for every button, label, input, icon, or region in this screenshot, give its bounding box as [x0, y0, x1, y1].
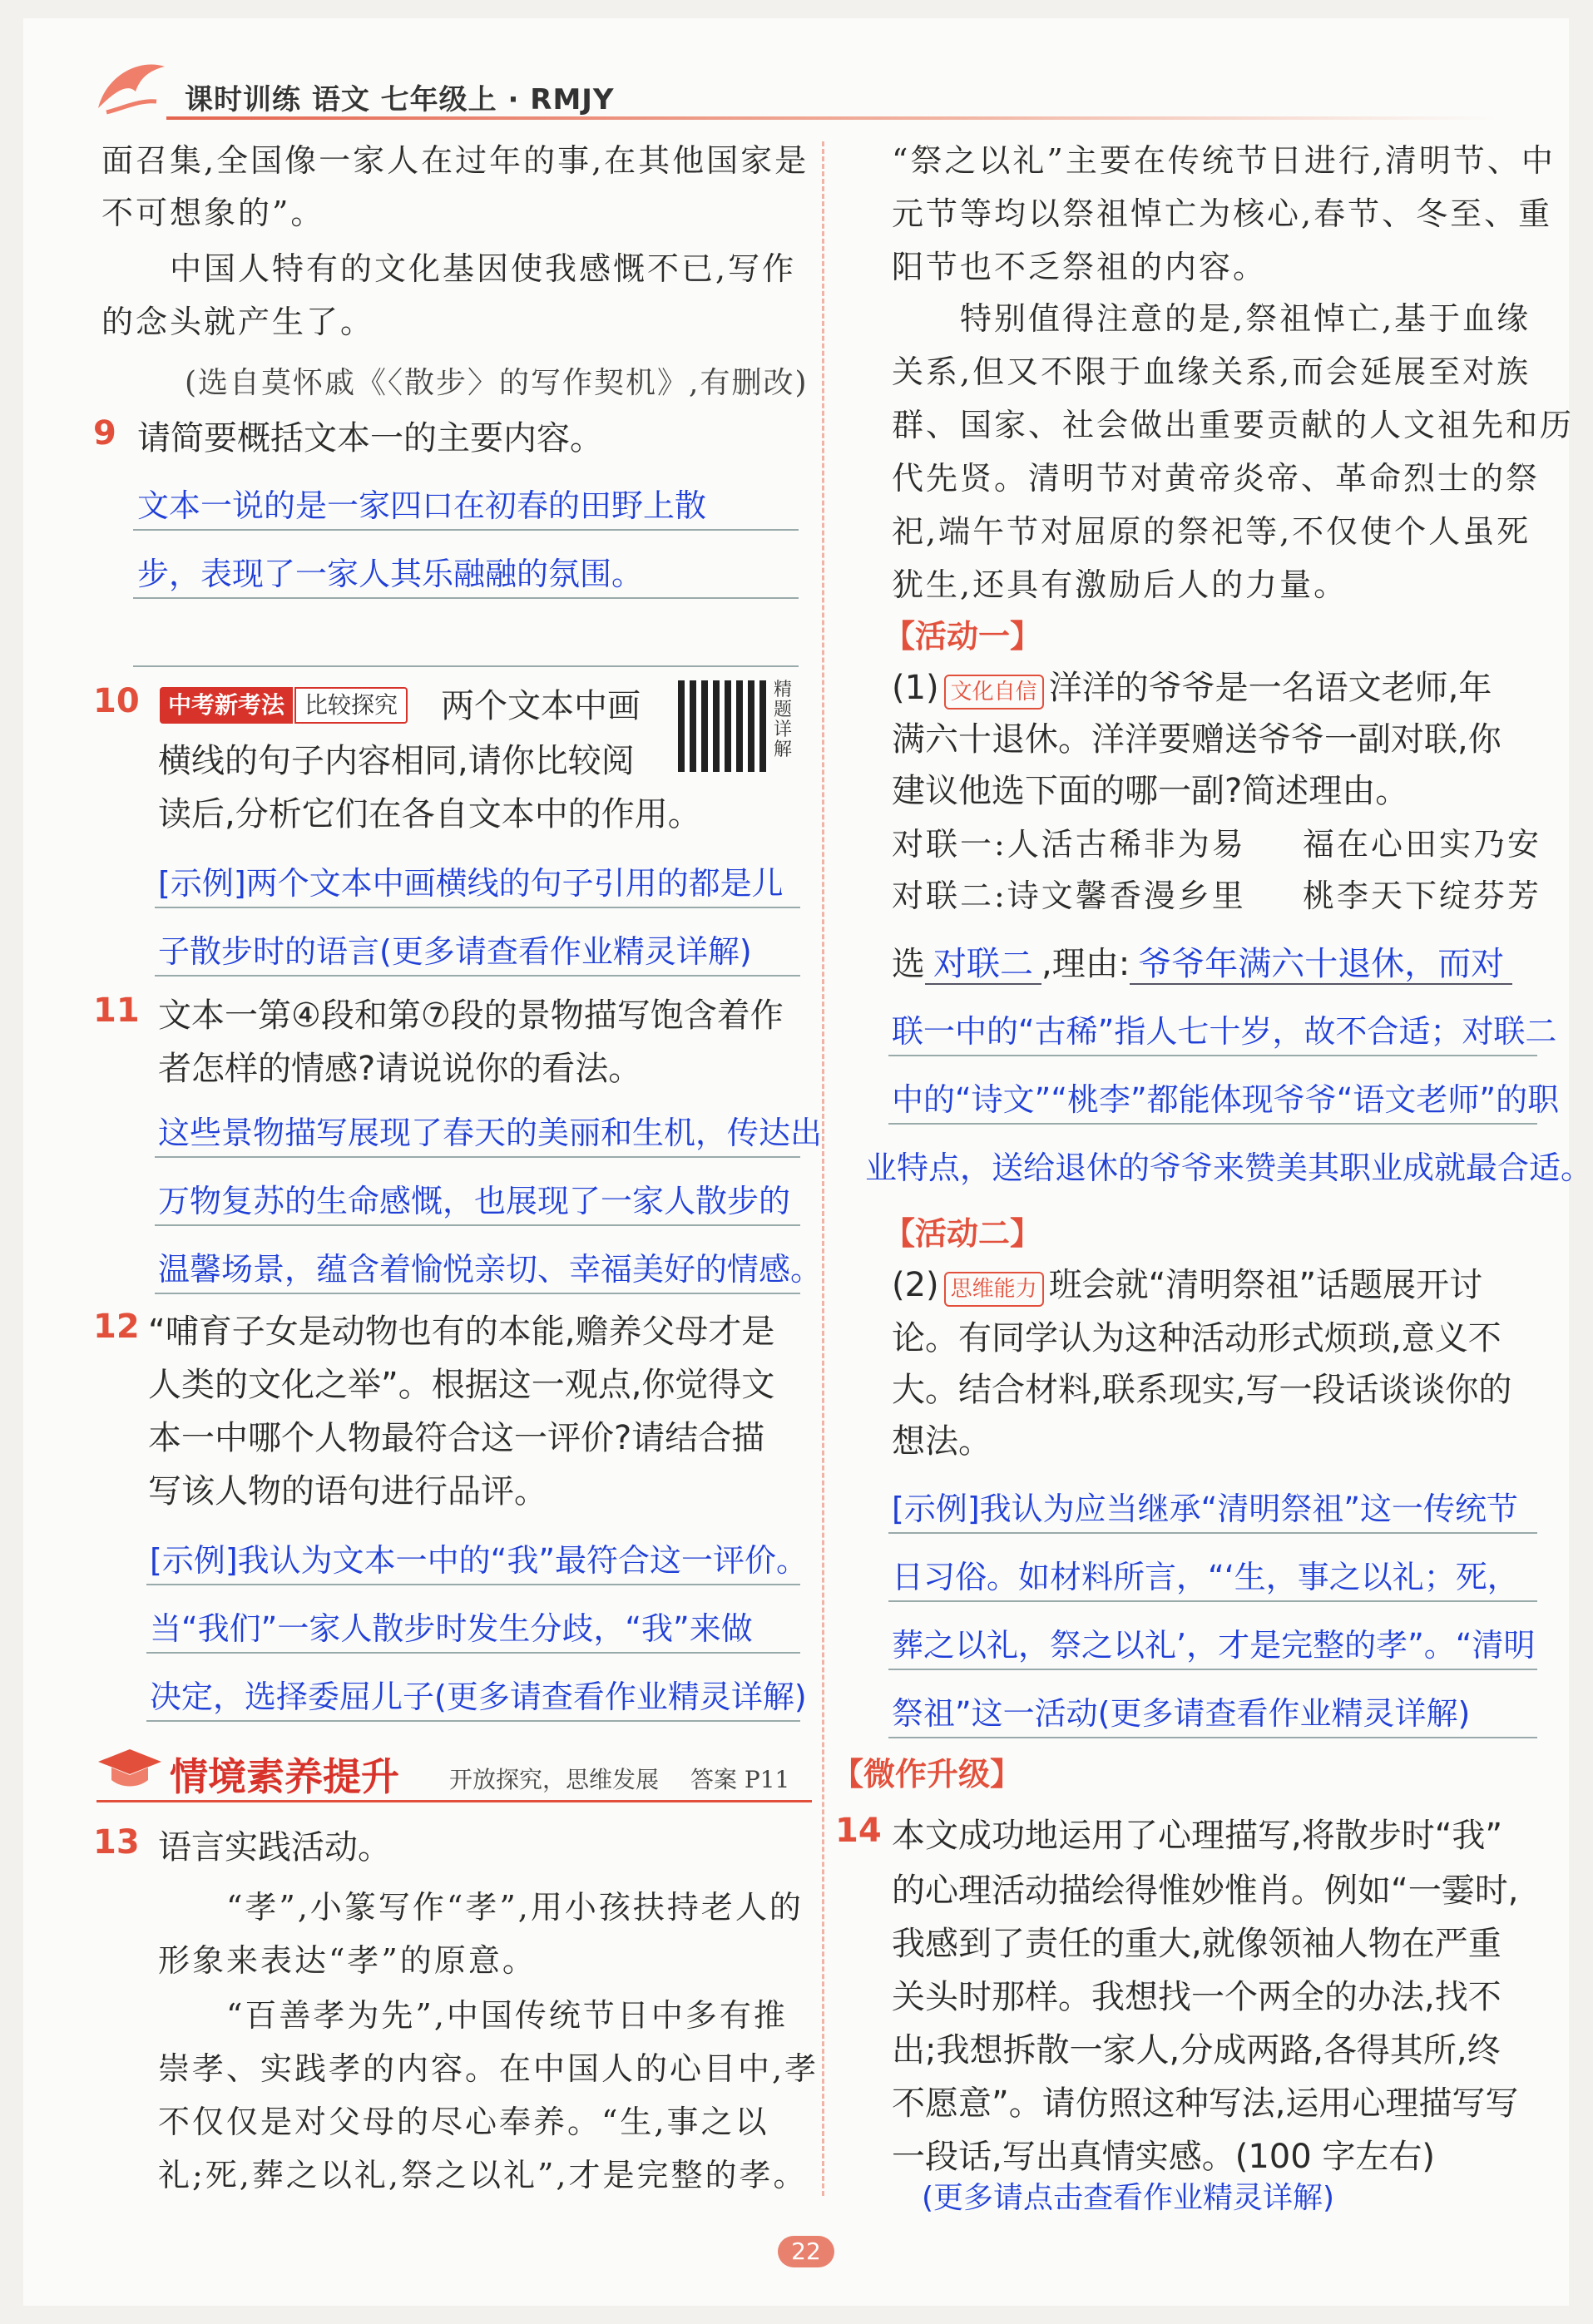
question-text: 建议他选下面的哪一副?简述理由。	[892, 772, 1409, 810]
paragraph-line: 关系,但又不限于血缘关系,而会延展至对族	[892, 354, 1531, 390]
graduation-cap-icon	[96, 1745, 163, 1795]
question-text: 者怎样的情感?请说说你的看法。	[158, 1050, 642, 1088]
question-text: 一段话,写出真情实感。(100 字左右)	[892, 2138, 1435, 2176]
reason-prefix: ,理由:	[1041, 945, 1130, 983]
answer-underline	[888, 1600, 1537, 1602]
question-text: 本一中哪个人物最符合这一评价?请结合描	[148, 1419, 765, 1457]
question-number: (2)	[892, 1266, 939, 1304]
answer-line: 联一中的“古稀”指人七十岁，故不合适；对联二	[892, 1013, 1557, 1050]
answer-line: 中的“诗文”“桃李”都能体现爷爷“语文老师”的职	[892, 1081, 1560, 1118]
paragraph-line: 元节等均以祭祖悼亡为核心,春节、冬至、重	[892, 195, 1553, 232]
couplet-two-left: 对联二:诗文馨香漫乡里	[892, 878, 1246, 914]
answer-line: [示例]我认为应当继承“清明祭祖”这一传统节	[892, 1491, 1519, 1527]
paragraph-line: 不仅仅是对父母的尽心奉养。“生,事之以	[158, 2104, 769, 2140]
paragraph-line: 犹生,还具有激励后人的力量。	[892, 566, 1348, 603]
badge-thinking-ability: 思维能力	[944, 1272, 1044, 1307]
answer-underline	[888, 1532, 1537, 1534]
answer-line: [示例]我认为文本一中的“我”最符合这一评价。	[150, 1542, 809, 1579]
section-subtitle: 开放探究，思维发展	[449, 1766, 660, 1793]
question-text: “哺育子女是动物也有的本能,赡养父母才是	[148, 1313, 775, 1351]
section-title: 情境素养提升	[170, 1754, 399, 1799]
paragraph-line: “祭之以礼”主要在传统节日进行,清明节、中	[892, 142, 1556, 179]
question-text: 洋洋的爷爷是一名语文老师,年	[1048, 669, 1492, 707]
paragraph-line: 特别值得注意的是,祭祖悼亡,基于血缘	[892, 300, 1531, 337]
question-text: 读后,分析它们在各自文本中的作用。	[158, 795, 701, 833]
select-prefix: 选	[892, 945, 925, 983]
couplet-one-right: 福在心田实乃安	[1303, 826, 1542, 863]
answer-underline	[155, 1293, 800, 1294]
answer-line: [示例]两个文本中画横线的句子引用的都是儿	[158, 865, 784, 902]
answer-underline	[888, 1669, 1537, 1670]
couplet-two-right: 桃李天下绽芬芳	[1303, 878, 1542, 914]
answer-line: 这些景物描写展现了春天的美丽和生机，传达出	[158, 1115, 823, 1151]
question-text: 不愿意”。请仿照这种写法,运用心理描写写	[892, 2084, 1519, 2123]
question-number: 10	[93, 682, 140, 720]
answer-underline	[133, 665, 799, 667]
question-text: 班会就“清明祭祖”话题展开讨	[1048, 1266, 1483, 1304]
question-number: 14	[835, 1812, 882, 1850]
couplet-one-left: 对联一:人活古稀非为易	[892, 826, 1246, 863]
paragraph-line: 崇孝、实践孝的内容。在中国人的心目中,孝	[158, 2050, 819, 2087]
answer-underline	[888, 1055, 1537, 1056]
answer-reference: 答案 P11	[690, 1766, 790, 1793]
badge-cultural-confidence: 文化自信	[944, 675, 1044, 710]
question-text: 语言实践活动。	[158, 1828, 391, 1867]
column-divider	[822, 141, 824, 2196]
question-text: 人类的文化之举”。根据这一观点,你觉得文	[148, 1366, 775, 1404]
answer-line: 文本一说的是一家四口在初春的田野上散	[137, 487, 707, 524]
answer-line: 子散步时的语言(更多请查看作业精灵详解)	[158, 933, 752, 970]
paragraph-line: 形象来表达“孝”的原意。	[158, 1942, 537, 1979]
section-rule	[96, 1800, 812, 1802]
question-text: 关头时那样。我想找一个两全的办法,找不	[892, 1978, 1501, 2016]
paragraph-line: “百善孝为先”,中国传统节日中多有推	[158, 1997, 788, 2034]
question-text: 文本一第④段和第⑦段的景物描写饱含着作	[158, 996, 784, 1035]
question-number: (1)	[892, 669, 939, 707]
question-text: 两个文本中画	[441, 687, 641, 725]
answer-line: 葬之以礼，祭之以礼’，才是完整的孝”。“清明	[892, 1627, 1536, 1664]
question-number: 11	[93, 991, 140, 1030]
answer-underline	[888, 1123, 1537, 1125]
question-text: 的心理活动描绘得惟妙惟肖。例如“一霎时,	[892, 1872, 1519, 1910]
answer-underline	[155, 907, 800, 908]
paragraph-line: 群、国家、社会做出重要贡献的人文祖先和历	[892, 407, 1575, 443]
answer-line: 日习俗。如材料所言，“‘生，事之以礼；死，	[892, 1559, 1519, 1595]
page-number: 22	[778, 2236, 834, 2267]
intro-line: 面召集,全国像一家人在过年的事,在其他国家是	[101, 142, 809, 179]
paragraph-line: “孝”,小篆写作“孝”,用小孩扶持老人的	[158, 1889, 804, 1926]
answer-underline	[133, 597, 799, 599]
paragraph-line: 祀,端午节对屈原的祭祀等,不仅使个人虽死	[892, 513, 1531, 550]
activity-two-label: 【活动二】	[883, 1215, 1042, 1252]
paragraph-line: 代先贤。清明节对黄帝炎帝、革命烈士的祭	[892, 460, 1541, 497]
qr-label: 精题详解	[774, 680, 793, 760]
tag-new-exam: 中考新考法	[160, 687, 293, 724]
tag-compare: 比较探究	[294, 687, 408, 724]
question-text: 满六十退休。洋洋要赠送爷爷一副对联,你	[892, 720, 1501, 759]
answer-line: 步，表现了一家人其乐融融的氛围。	[137, 556, 644, 592]
answer-underline	[146, 1584, 800, 1585]
question-text: 出;我想拆散一家人,分成两路,各得其所,终	[892, 2031, 1501, 2069]
question-text: 我感到了责任的重大,就像领袖人物在严重	[892, 1925, 1501, 1963]
question-number: 9	[93, 414, 116, 452]
activity-one-label: 【活动一】	[883, 618, 1042, 655]
answer-underline	[155, 1224, 800, 1226]
answer-line: 决定，选择委屈儿子(更多请查看作业精灵详解)	[150, 1679, 807, 1715]
answer-line: 当“我们”一家人散步时发生分歧，“我”来做	[150, 1610, 753, 1647]
header-rule	[166, 116, 1497, 120]
paragraph-line: 阳节也不乏祭祖的内容。	[892, 249, 1268, 285]
intro-line: 不可想象的”。	[101, 195, 325, 231]
source-citation: (选自莫怀戚《〈散步〉的写作契机》,有删改)	[185, 366, 809, 400]
reason-answer-start: 爷爷年满六十退休，而对	[1130, 945, 1512, 985]
answer-underline	[146, 1720, 800, 1722]
dolphin-logo-icon	[90, 50, 173, 125]
more-details-link[interactable]: (更多请点击查看作业精灵详解)	[922, 2181, 1335, 2215]
micro-writing-label: 【微作升级】	[832, 1756, 1022, 1792]
question-text: 想法。	[892, 1422, 992, 1461]
answer-underline	[155, 1156, 800, 1158]
activity-question	[892, 662, 1492, 714]
question-text: 论。有同学认为这种活动形式烦琐,意义不	[892, 1319, 1501, 1357]
activity-question	[892, 1259, 1482, 1311]
answer-line: 业特点，送给退休的爷爷来赞美其职业成就最合适。	[865, 1150, 1593, 1186]
question-number: 12	[93, 1308, 140, 1346]
answer-underline	[133, 529, 799, 531]
intro-line: 中国人特有的文化基因使我感慨不已,写作	[101, 250, 797, 287]
answer-line: 祭祖”这一活动(更多请查看作业精灵详解)	[892, 1695, 1471, 1732]
header-title: 课时训练 语文 七年级上 · RMJY	[185, 83, 615, 116]
qr-code-icon[interactable]	[678, 680, 769, 772]
answer-underline	[146, 1652, 800, 1654]
question-text: 请简要概括文本一的主要内容。	[137, 419, 603, 457]
selection-line	[892, 938, 1512, 990]
answer-line: 万物复苏的生命感慨，也展现了一家人散步的	[158, 1183, 791, 1219]
paragraph-line: 礼;死,葬之以礼,祭之以礼”,才是完整的孝。	[158, 2157, 808, 2193]
answer-underline	[888, 1737, 1537, 1738]
question-text: 写该人物的语句进行品评。	[148, 1472, 547, 1511]
selected-couplet: 对联二	[925, 945, 1041, 985]
intro-line: 的念头就产生了。	[101, 304, 375, 340]
question-text: 本文成功地运用了心理描写,将散步时“我”	[892, 1817, 1503, 1855]
answer-line: 温馨场景，蕴含着愉悦亲切、幸福美好的情感。	[158, 1251, 823, 1288]
question-text: 大。结合材料,联系现实,写一段话谈谈你的	[892, 1371, 1512, 1409]
question-number: 13	[93, 1823, 140, 1862]
answer-underline	[155, 975, 800, 977]
question-text: 横线的句子内容相同,请你比较阅	[158, 742, 635, 780]
